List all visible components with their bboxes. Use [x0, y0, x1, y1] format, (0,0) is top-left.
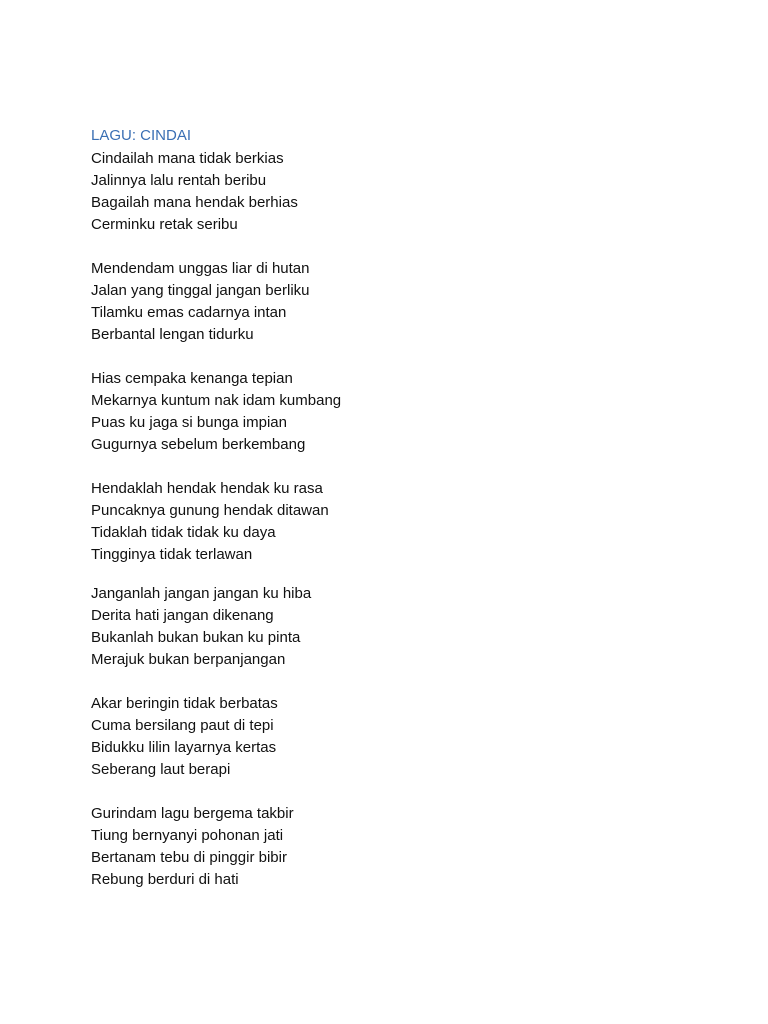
lyric-line: Puas ku jaga si bunga impian — [91, 414, 287, 431]
lyric-line: Bertanam tebu di pinggir bibir — [91, 849, 287, 866]
lyric-line: Bagailah mana hendak berhias — [91, 194, 298, 211]
lyric-line: Cuma bersilang paut di tepi — [91, 717, 274, 734]
lyric-line: Tiung bernyanyi pohonan jati — [91, 827, 284, 844]
stanza-6 — [91, 693, 691, 781]
lyric-line: Seberang laut berapi — [91, 761, 231, 778]
lyric-line: Cindailah mana tidak berkias — [91, 150, 284, 167]
stanza-5 — [91, 583, 691, 671]
lyric-line: Tilamku emas cadarnya intan — [91, 304, 287, 321]
lyric-line: Gurindam lagu bergema takbir — [91, 805, 294, 822]
lyric-line: Mendendam unggas liar di hutan — [91, 260, 310, 277]
lyric-line: Bidukku lilin layarnya kertas — [91, 739, 277, 756]
stanza-2 — [91, 258, 691, 346]
lyric-line: Rebung berduri di hati — [91, 871, 239, 888]
lyric-line: Tingginya tidak terlawan — [91, 546, 253, 563]
stanza-1 — [91, 148, 691, 236]
lyric-line: Cerminku retak seribu — [91, 216, 238, 233]
lyric-line: Puncaknya gunung hendak ditawan — [91, 502, 329, 519]
lyric-line: Merajuk bukan berpanjangan — [91, 651, 286, 668]
lyric-line: Mekarnya kuntum nak idam kumbang — [91, 392, 342, 409]
lyric-line: Jalan yang tinggal jangan berliku — [91, 282, 310, 299]
lyrics-document — [91, 126, 691, 913]
lyric-line: Bukanlah bukan bukan ku pinta — [91, 629, 301, 646]
lyric-line: Akar beringin tidak berbatas — [91, 695, 278, 712]
lyric-line: Gugurnya sebelum berkembang — [91, 436, 306, 453]
song-title: LAGU: CINDAI — [91, 127, 192, 144]
stanza-3 — [91, 368, 691, 456]
lyric-line: Derita hati jangan dikenang — [91, 607, 274, 624]
lyric-line: Janganlah jangan jangan ku hiba — [91, 585, 312, 602]
stanza-7 — [91, 803, 691, 891]
lyric-line: Tidaklah tidak tidak ku daya — [91, 524, 276, 541]
lyric-line: Berbantal lengan tidurku — [91, 326, 254, 343]
lyric-line: Hendaklah hendak hendak ku rasa — [91, 480, 323, 497]
stanza-4 — [91, 478, 691, 566]
lyric-line: Hias cempaka kenanga tepian — [91, 370, 293, 387]
lyric-line: Jalinnya lalu rentah beribu — [91, 172, 267, 189]
